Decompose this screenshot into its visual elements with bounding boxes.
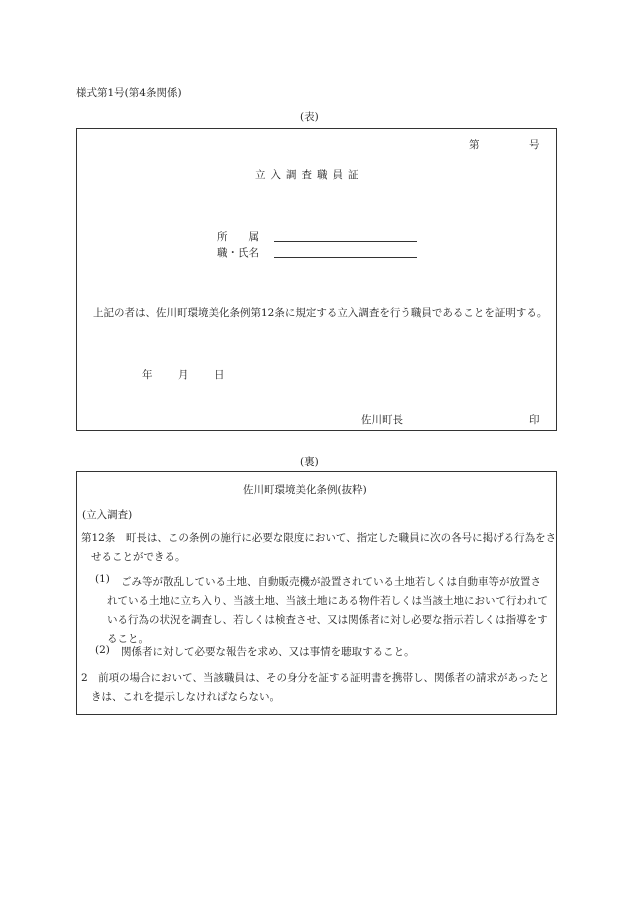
front-card — [76, 128, 557, 431]
form-label: 様式第1号(第4条関係) — [76, 87, 182, 99]
issuer: 佐川町長 — [361, 414, 403, 426]
front-heading: (表) — [300, 111, 319, 123]
article-12: 第12条 町長は、この条例の施行に必要な限度において、指定した職員に次の各号に掲げる行為をさせることができる。 — [81, 532, 557, 563]
date-month: 月 — [178, 369, 189, 381]
affiliation-line — [274, 241, 417, 242]
number-prefix: 第 — [469, 139, 480, 151]
item1-number: (1) — [95, 573, 110, 585]
item2-number: (2) — [95, 644, 110, 656]
seal: 印 — [529, 414, 540, 426]
card-title: 立入調査職員証 — [255, 169, 364, 181]
date-day: 日 — [214, 369, 225, 381]
item1-text: ごみ等が散乱している土地、自動販売機が設置されている土地若しくは自動車等が放置されている土地に立ち入り、当該土地、当該土地にある物件若しくは当該土地において行われている行為の状況を調査し、若しくは検査させ、又は関係者に対し必要な指示若しくは指導をすること。 — [107, 576, 548, 645]
item2-text: 関係者に対して必要な報告を求め、又は事情を聴取すること。 — [121, 646, 415, 658]
name-line — [274, 257, 417, 258]
ordinance-title: 佐川町環境美化条例(抜粋) — [243, 484, 367, 496]
back-heading: (裏) — [300, 456, 319, 468]
affiliation-label: 所 属 — [217, 231, 259, 243]
article-caption: (立入調査) — [82, 509, 133, 521]
certification-text: 上記の者は、佐川町環境美化条例第12条に規定する立入調査を行う職員であることを証明する。 — [93, 307, 548, 319]
number-suffix: 号 — [529, 139, 540, 151]
paragraph-2: 2 前項の場合において、当該職員は、その身分を証する証明書を携帯し、関係者の請求があったときは、これを提示しなければならない。 — [81, 672, 550, 703]
back-card — [76, 471, 557, 715]
name-label: 職・氏名 — [217, 247, 259, 259]
date-year: 年 — [142, 369, 153, 381]
